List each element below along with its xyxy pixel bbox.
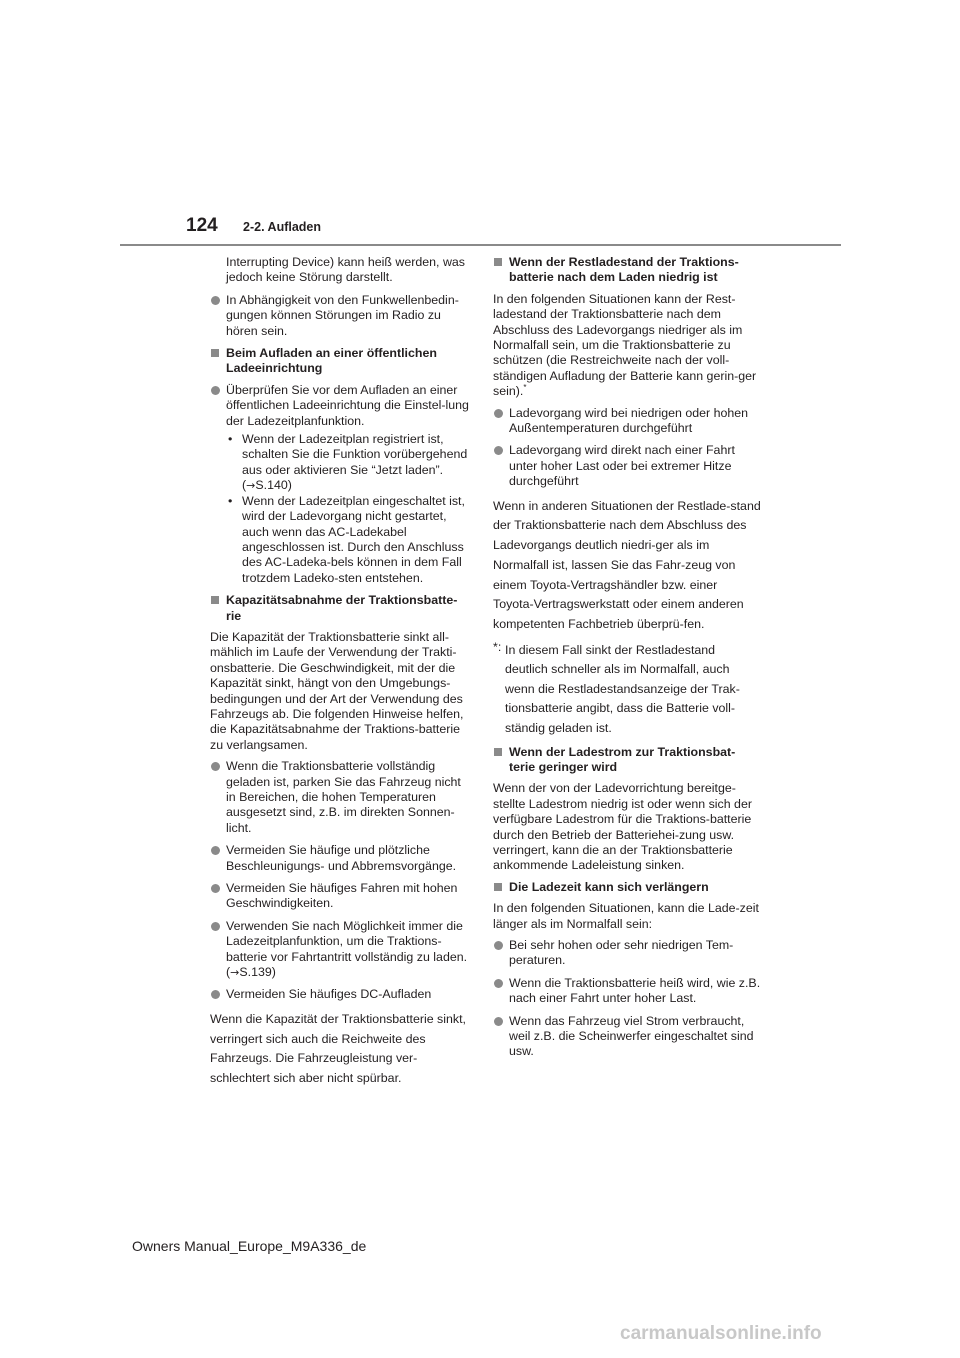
heading-charge-current — [493, 745, 761, 776]
bullet-text: Wenn die Traktionsbatterie heiß wird, wie z.B. nach einer Fahrt unter hoher Last. — [509, 975, 761, 1006]
bullet-text: Vermeiden Sie häufige und plötzliche Beschleunigungs- und Abbremsvorgänge. — [226, 843, 457, 873]
footnote-marker: * — [523, 383, 527, 393]
heading-charge-time — [493, 880, 761, 895]
bullet-battery-hot — [493, 976, 761, 1007]
sub-item-text: Wenn der Ladezeitplan eingeschaltet ist, wird der Ladevorgang nicht gestartet, auch wenn das AC-Ladekabel angeschlossen ist. Durch den Anschluss des AC-Ladeka-bels können in dem Fall trotzdem Ladeko-sten entstehen. — [242, 493, 465, 585]
heading-low-charge-level — [493, 255, 761, 286]
page-reference[interactable]: (→S.139) — [226, 965, 276, 980]
section-title: 2-2. Aufladen — [243, 220, 322, 234]
square-marker-icon — [494, 883, 502, 891]
bullet-dot-icon — [211, 846, 220, 855]
bullet-dot-icon — [211, 296, 220, 305]
bullet-text: In Abhängigkeit von den Funkwellenbedin-gungen können Störungen im Radio zu hören sein. — [226, 292, 459, 338]
page-reference[interactable]: (→S.140) — [242, 478, 292, 493]
footnote-text: In diesem Fall sinkt der Restladestand deutlich schneller als im Normalfall, auch wenn die Restladestandsanzeige der Trak-tionsbatterie angibt, dass die Batterie voll-ständig geladen ist. — [505, 642, 740, 735]
bullet-text: Wenn die Traktionsbatterie vollständig geladen ist, parken Sie das Fahrzeug nicht in Bereichen, die hohen Temperaturen ausgesetzt sind, z.B. im direkten Sonnen-licht. — [226, 759, 461, 835]
square-marker-icon — [211, 349, 219, 357]
bullet-text: Bei sehr hohen oder sehr niedrigen Tem-peraturen. — [509, 938, 734, 968]
header-rule — [120, 244, 841, 246]
footnote-label: *: — [493, 639, 502, 654]
bullet-radio-interference — [210, 293, 472, 339]
heading-public-charging — [210, 346, 472, 377]
bullet-text: Ladevorgang wird direkt nach einer Fahrt unter hoher Last oder bei extremer Hitze durchgeführt — [509, 443, 735, 489]
left-column — [210, 255, 472, 1095]
square-marker-icon — [494, 748, 502, 756]
sub-list — [210, 432, 472, 586]
paragraph-charge-time: In den folgenden Situationen, kann die Lade-zeit länger als im Normalfall sein: — [493, 901, 759, 931]
sub-item-text: Wenn der Ladezeitplan registriert ist, schalten Sie die Funktion vorübergehend aus oder aktivieren Sie “Jetzt laden”. — [242, 432, 468, 477]
bullet-after-drive — [493, 443, 761, 489]
bullet-extreme-temperature — [493, 938, 761, 969]
sub-bullet-icon: • — [228, 493, 233, 508]
bullet-check-schedule — [210, 383, 472, 429]
bullet-dot-icon — [494, 446, 503, 455]
page-number: 124 — [186, 215, 218, 236]
square-marker-icon — [211, 596, 219, 604]
bullet-dot-icon — [494, 979, 503, 988]
bullet-acceleration — [210, 843, 472, 874]
continued-paragraph: Interrupting Device) kann heiß werden, was jedoch keine Störung darstellt. — [226, 255, 465, 285]
paragraph-low-charge-level: In den folgenden Situationen kann der Rest-ladestand der Traktionsbatterie nach dem Abschluss des Ladevorgangs niedriger als im Normalfall sein, um die Traktionsbatterie zu schützen (die Restreichweite nach der voll-ständigen Aufladung der Batterie kann gerin-ger sein).* — [493, 291, 757, 399]
square-marker-icon — [494, 258, 502, 266]
bullet-text: Vermeiden Sie häufiges DC-Aufladen — [226, 987, 432, 1002]
heading-capacity-loss — [210, 593, 472, 624]
sub-bullet-icon: • — [228, 432, 233, 447]
bullet-dot-icon — [211, 386, 220, 395]
bullet-text: Wenn das Fahrzeug viel Strom verbraucht, weil z.B. die Scheinwerfer eingeschaltet sind usw. — [509, 1013, 754, 1059]
bullet-use-schedule — [210, 919, 472, 981]
bullet-dot-icon — [211, 990, 220, 999]
bullet-dot-icon — [494, 941, 503, 950]
bullet-low-temperature — [493, 406, 761, 437]
bullet-text: Überprüfen Sie vor dem Aufladen an einer öffentlichen Ladeeinrichtung die Einstel-lung der Ladezeitplanfunktion. — [226, 382, 469, 428]
bullet-power-consumption — [493, 1014, 761, 1060]
paragraph-other-situations: Wenn in anderen Situationen der Restlade-stand der Traktionsbatterie nach dem Abschluss des Ladevorgangs deutlich niedri-ger als im Normalfall ist, lassen Sie das Fahr-zeug von einem Toyota-Vertragshändler bzw. einer Toyota-Vertragswerkstatt oder einem anderen kompetenten Fachbetrieb überprü-fen. — [493, 498, 761, 631]
bullet-text: Ladevorgang wird bei niedrigen oder hohen Außentemperaturen durchgeführt — [509, 405, 749, 436]
sub-item-registered — [226, 432, 472, 494]
heading-text: Wenn der Restladestand der Traktions-batterie nach dem Laden niedrig ist — [509, 255, 739, 285]
bullet-dot-icon — [494, 409, 503, 418]
heading-text: Kapazitätsabnahme der Traktionsbatte-rie — [226, 593, 458, 623]
bullet-dot-icon — [211, 884, 220, 893]
bullet-dot-icon — [494, 1017, 503, 1026]
bullet-dc-charging — [210, 987, 472, 1002]
bullet-text: Vermeiden Sie häufiges Fahren mit hohen Geschwindigkeiten. — [226, 881, 458, 911]
footnote — [493, 641, 761, 739]
heading-text: Beim Aufladen an einer öffentlichen Ladeeinrichtung — [226, 346, 437, 376]
paragraph-capacity: Die Kapazität der Traktionsbatterie sinkt all-mählich im Laufe der Verwendung der Trakti-onsbatterie. Die Geschwindigkeit, mit der die Kapazität sinkt, hängt von den Umgebungs-bedingungen und der Art der Verwendung des Fahrzeugs ab. Die folgenden Hinweise helfen, die Kapazitätsabnahme der Traktions-batterie zu verlangsamen. — [210, 629, 464, 752]
bullet-parking — [210, 759, 472, 836]
watermark: carmanualsonline.info — [620, 1323, 822, 1344]
footer-document-id: Owners Manual_Europe_M9A336_de — [132, 1238, 367, 1254]
sub-item-enabled — [226, 494, 472, 586]
paragraph-range: Wenn die Kapazität der Traktionsbatterie sinkt, verringert sich auch die Reichweite des Fahrzeugs. Die Fahrzeugleistung ver-schlechtert sich aber nicht spürbar. — [210, 1011, 466, 1085]
bullet-text: Verwenden Sie nach Möglichkeit immer die Ladezeitplanfunktion, um die Traktions-batterie vor Fahrtantritt vollständig zu laden. — [226, 918, 468, 964]
bullet-dot-icon — [211, 762, 220, 771]
heading-text: Wenn der Ladestrom zur Traktionsbat-terie geringer wird — [509, 744, 736, 774]
heading-text: Die Ladezeit kann sich verlängern — [509, 879, 709, 894]
bullet-high-speed — [210, 881, 472, 912]
bullet-dot-icon — [211, 922, 220, 931]
arrow-right-icon: → — [230, 966, 240, 980]
arrow-right-icon: → — [246, 479, 256, 493]
right-column — [493, 255, 761, 1067]
paragraph-charge-current: Wenn der von der Ladevorrichtung bereitge-stellte Ladestrom niedrig ist oder wenn sich der verfügbare Ladestrom für die Traktions-batterie durch den Betrieb der Batteriehei-zung usw. verringert, kann die an der Traktionsbatterie ankommende Ladeleistung sinken. — [493, 781, 752, 873]
